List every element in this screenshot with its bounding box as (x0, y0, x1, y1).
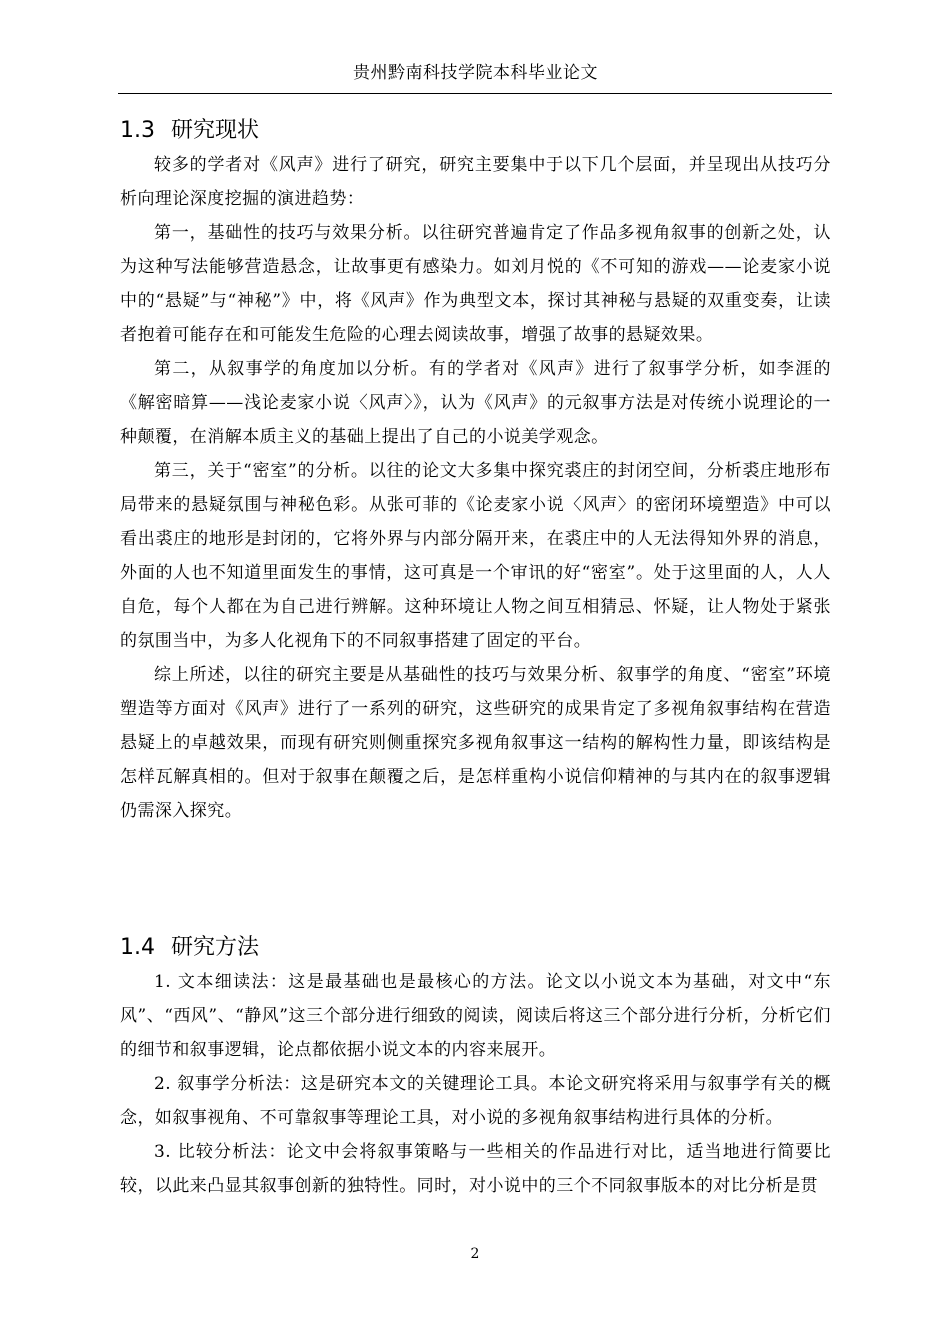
paragraph-method-comparative: 3. 比较分析法：论文中会将叙事策略与一些相关的作品进行对比，适当地进行简要比较，以此来凸显其叙事创新的独特性。同时，对小说中的三个不同叙事版本的对比分析是贯 (120, 1142, 831, 1196)
section-heading (120, 114, 831, 148)
header-rule (118, 93, 832, 94)
section-title: 研究方法 (171, 935, 260, 960)
section-research-methods (120, 931, 831, 1203)
paragraph-third: 第三，关于“密室”的分析。以往的论文大多集中探究裘庄的封闭空间，分析裘庄地形布局带来的悬疑氛围与神秘色彩。从张可菲的《论麦家小说〈风声〉的密闭环境塑造》中可以看出裘庄的地形是封闭的，它将外界与内部分隔开来，在裘庄中的人无法得知外界的消息，外面的人也不知道里面发生的事情，这可真是一个审讯的好“密室”。处于这里面的人，人人自危，每个人都在为自己进行辨解。这种环境让人物之间互相猜忌、怀疑，让人物处于紧张的氛围当中，为多人化视角下的不同叙事搭建了固定的平台。 (120, 461, 831, 651)
paragraph-second: 第二，从叙事学的角度加以分析。有的学者对《风声》进行了叙事学分析，如李涯的《解密暗算——浅论麦家小说〈风声〉》，认为《风声》的元叙事方法是对传统小说理论的一种颠覆，在消解本质主义的基础上提出了自己的小说美学观念。 (120, 359, 831, 447)
running-header: 贵州黔南科技学院本科毕业论文 (353, 63, 598, 83)
section-title: 研究现状 (171, 118, 260, 143)
section-heading (120, 931, 831, 965)
paragraph-first: 第一，基础性的技巧与效果分析。以往研究普遍肯定了作品多视角叙事的创新之处，认为这种写法能够营造悬念，让故事更有感染力。如刘月悦的《不可知的游戏——论麦家小说中的“悬疑”与“神秘”》中，将《风声》作为典型文本，探讨其神秘与悬疑的双重变奏，让读者抱着可能存在和可能发生危险的心理去阅读故事，增强了故事的悬疑效果。 (120, 223, 831, 345)
paragraph-summary: 综上所述，以往的研究主要是从基础性的技巧与效果分析、叙事学的角度、“密室”环境塑造等方面对《风声》进行了一系列的研究，这些研究的成果肯定了多视角叙事结构在营造悬疑上的卓越效果，而现有研究则侧重探究多视角叙事这一结构的解构性力量，即该结构是怎样瓦解真相的。但对于叙事在颠覆之后，是怎样重构小说信仰精神的与其内在的叙事逻辑仍需深入探究。 (120, 665, 831, 821)
section-number: 1.3 (120, 118, 155, 143)
paragraph-intro: 较多的学者对《风声》进行了研究，研究主要集中于以下几个层面，并呈现出从技巧分析向理论深度挖掘的演进趋势： (120, 155, 831, 209)
paragraph-method-close-reading: 1. 文本细读法：这是最基础也是最核心的方法。论文以小说文本为基础，对文中“东风”、“西风”、“静风”这三个部分进行细致的阅读，阅读后将这三个部分进行分析，分析它们的细节和叙事逻辑，论点都依据小说文本的内容来展开。 (120, 972, 831, 1060)
section-research-status (120, 114, 831, 828)
page-number: 2 (470, 1246, 480, 1262)
section-number: 1.4 (120, 935, 155, 960)
paragraph-method-narratology: 2. 叙事学分析法：这是研究本文的关键理论工具。本论文研究将采用与叙事学有关的概念，如叙事视角、不可靠叙事等理论工具，对小说的多视角叙事结构进行具体的分析。 (120, 1074, 831, 1128)
